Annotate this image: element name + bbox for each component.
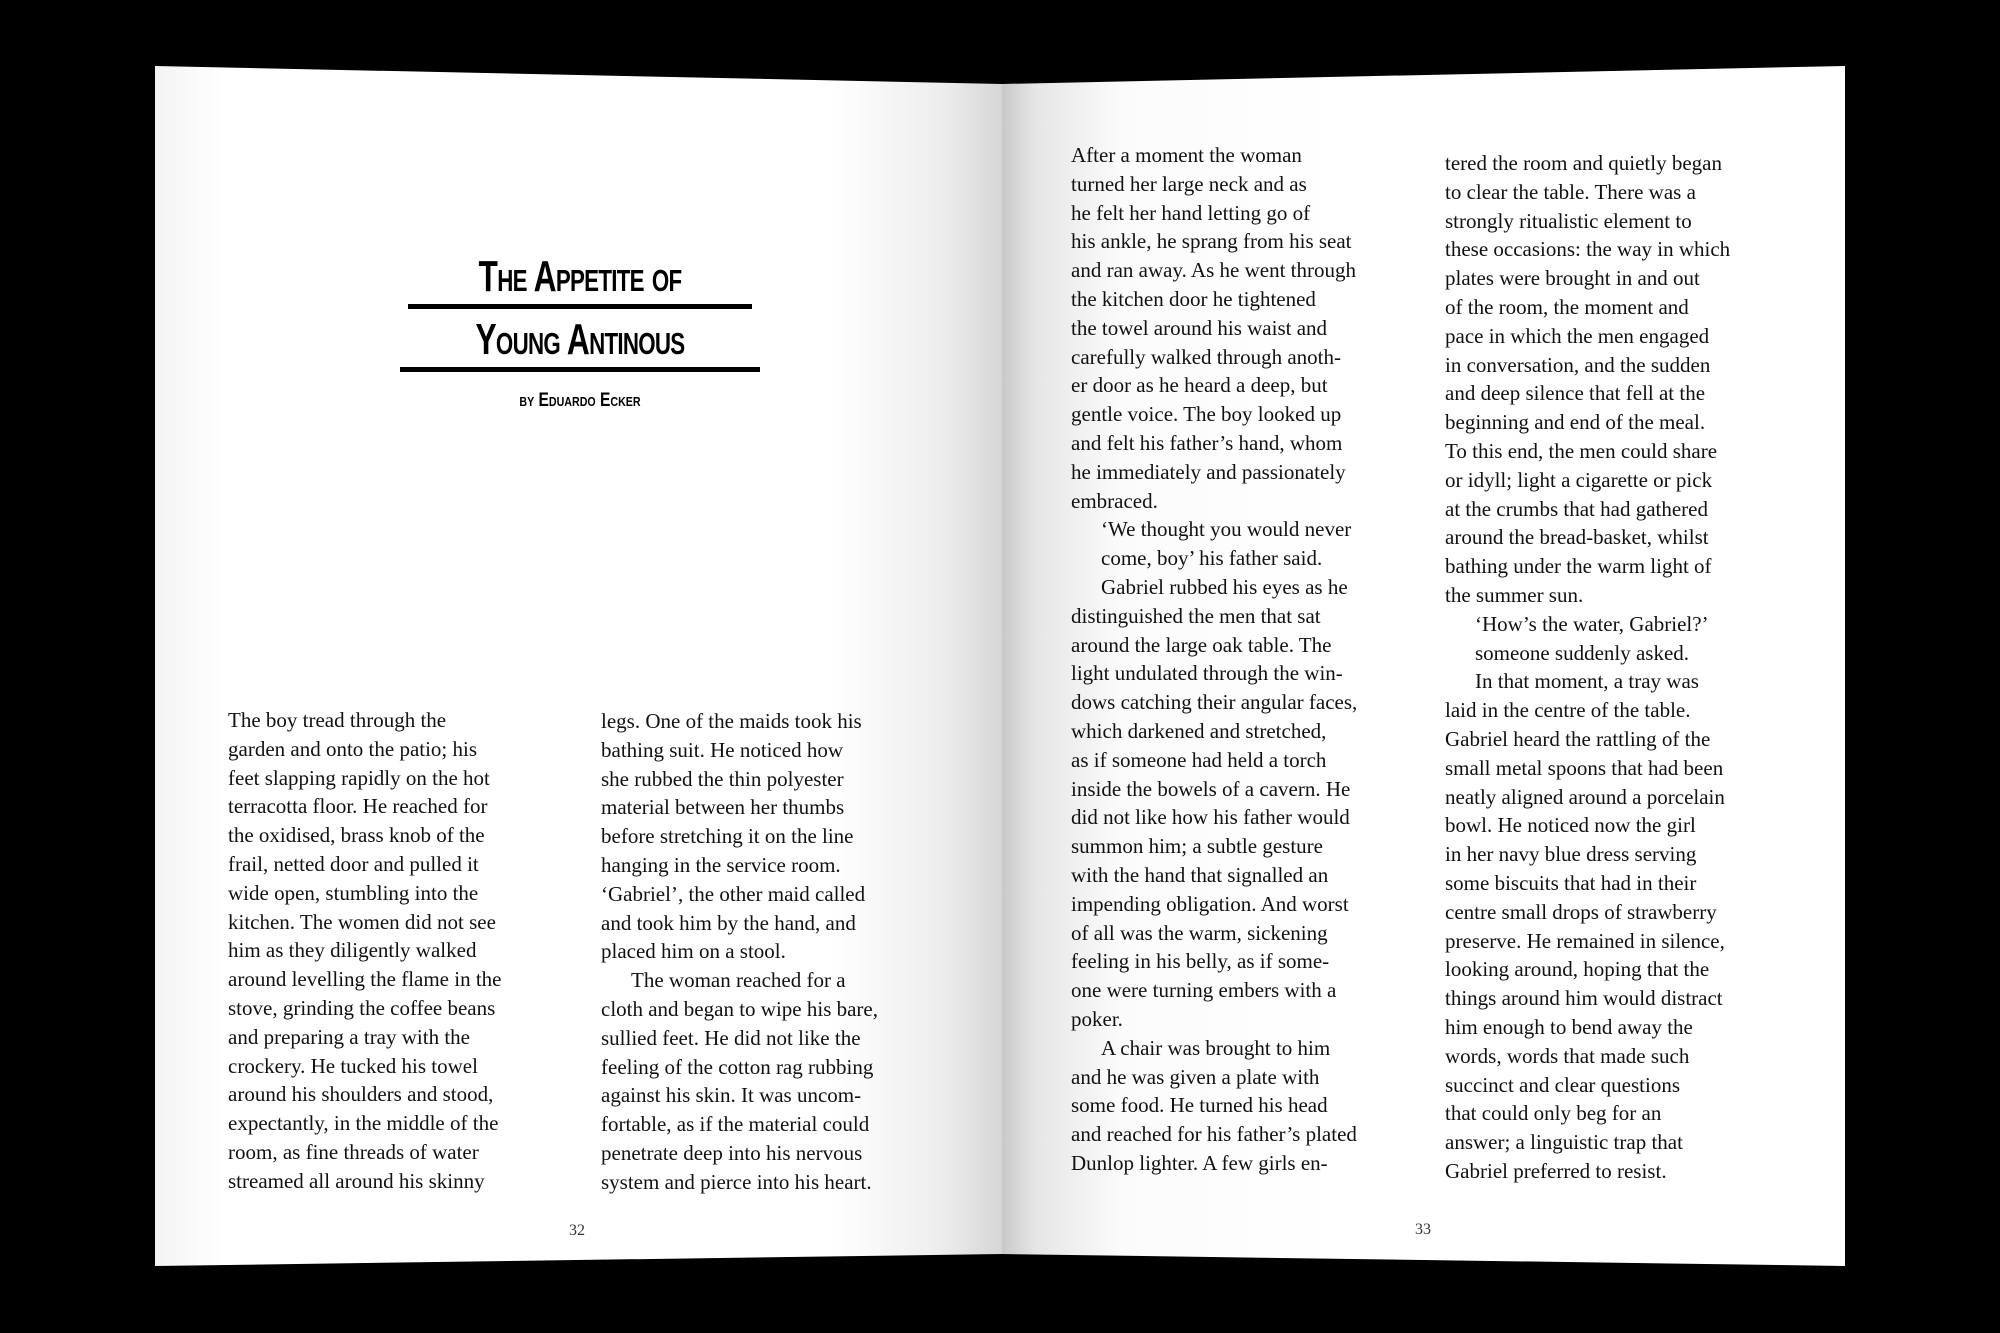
text-line: neatly aligned around a porcelain: [1445, 784, 1725, 809]
text-line: answer; a linguistic trap that: [1445, 1130, 1683, 1155]
text-line: which darkened and stretched,: [1071, 718, 1327, 743]
text-line: The boy tread through the: [228, 708, 447, 732]
text-line: as if someone had held a torch: [1071, 747, 1327, 772]
text-line: ‘We thought you would never: [1101, 517, 1352, 542]
left-column-2: [601, 707, 878, 1197]
text-line: tered the room and quietly began: [1445, 151, 1722, 175]
text-line: the kitchen door he tightened: [1071, 286, 1316, 311]
text-line: the summer sun.: [1445, 582, 1584, 607]
text-line: Dunlop lighter. A few girls en-: [1071, 1150, 1328, 1175]
text-line: his ankle, he sprang from his seat: [1071, 229, 1352, 254]
text-line: plates were brought in and out: [1445, 266, 1700, 291]
text-line: and reached for his father’s plated: [1071, 1122, 1357, 1147]
text-line: looking around, hoping that the: [1445, 957, 1710, 982]
text-line: After a moment the woman: [1071, 143, 1302, 167]
text-line: sullied feet. He did not like the: [601, 1025, 861, 1050]
text-line: embraced.: [1071, 488, 1158, 513]
title-rule-1: [408, 304, 752, 309]
text-line: he immediately and passionately: [1071, 459, 1346, 484]
text-line: turned her large neck and as: [1071, 171, 1307, 196]
text-line: To this end, the men could share: [1445, 438, 1718, 463]
article-title-block: [390, 250, 770, 412]
text-line: she rubbed the thin polyester: [601, 766, 844, 791]
text-line: and he was given a plate with: [1071, 1064, 1320, 1089]
text-line: bathing suit. He noticed how: [601, 737, 844, 762]
text-line: and ran away. As he went through: [1071, 258, 1356, 283]
text-line: fortable, as if the material could: [601, 1112, 870, 1137]
text-line: Gabriel preferred to resist.: [1445, 1158, 1667, 1183]
text-line: bowl. He noticed now the girl: [1445, 813, 1696, 838]
text-line: some biscuits that had in their: [1445, 870, 1697, 895]
text-line: him enough to bend away the: [1445, 1014, 1693, 1039]
text-line: preserve. He remained in silence,: [1445, 928, 1725, 953]
text-line: that could only beg for an: [1445, 1101, 1662, 1126]
title-line-2: Young Antinous: [475, 315, 685, 364]
text-line: hanging in the service room.: [601, 852, 841, 877]
text-line: er door as he heard a deep, but: [1071, 373, 1328, 398]
text-line: stove, grinding the coffee beans: [228, 995, 496, 1020]
text-line: In that moment, a tray was: [1475, 669, 1699, 694]
text-line: these occasions: the way in which: [1445, 237, 1731, 262]
text-line: of the room, the moment and: [1445, 294, 1689, 319]
text-line: centre small drops of strawberry: [1445, 899, 1717, 924]
text-line: and deep silence that fell at the: [1445, 381, 1706, 406]
text-line: light undulated through the win-: [1071, 661, 1343, 686]
text-line: A chair was brought to him: [1101, 1035, 1331, 1060]
text-line: pace in which the men engaged: [1445, 323, 1710, 348]
text-line: Gabriel heard the rattling of the: [1445, 726, 1711, 751]
text-line: succinct and clear questions: [1445, 1072, 1680, 1097]
text-line: feet slapping rapidly on the hot: [228, 765, 490, 790]
text-line: bathing under the warm light of: [1445, 554, 1712, 579]
text-line: of all was the warm, sickening: [1071, 920, 1328, 945]
text-line: gentle voice. The boy looked up: [1071, 402, 1342, 427]
text-line: and took him by the hand, and: [601, 910, 856, 935]
text-line: before stretching it on the line: [601, 824, 854, 849]
text-line: summon him; a subtle gesture: [1071, 834, 1323, 859]
left-column-1: [228, 706, 502, 1196]
text-line: carefully walked through anoth-: [1071, 344, 1341, 369]
text-line: ‘How’s the water, Gabriel?’: [1475, 611, 1709, 636]
text-line: words, words that made such: [1445, 1043, 1690, 1068]
text-line: inside the bowels of a cavern. He: [1071, 776, 1351, 801]
text-line: streamed all around his skinny: [228, 1168, 485, 1193]
text-line: in her navy blue dress serving: [1445, 842, 1697, 867]
text-line: feeling in his belly, as if some-: [1071, 949, 1330, 974]
text-line: kitchen. The women did not see: [228, 909, 496, 934]
text-line: feeling of the cotton rag rubbing: [601, 1054, 874, 1079]
text-line: things around him would distract: [1445, 986, 1723, 1011]
text-line: legs. One of the maids took his: [601, 709, 862, 733]
text-line: penetrate deep into his nervous: [601, 1140, 863, 1165]
text-line: one were turning embers with a: [1071, 978, 1337, 1003]
text-line: in conversation, and the sudden: [1445, 352, 1711, 377]
text-line: to clear the table. There was a: [1445, 179, 1696, 204]
text-line: cloth and began to wipe his bare,: [601, 996, 878, 1021]
text-line: room, as fine threads of water: [228, 1139, 479, 1164]
text-line: someone suddenly asked.: [1475, 640, 1690, 665]
text-line: or idyll; light a cigarette or pick: [1445, 467, 1713, 492]
text-line: him as they diligently walked: [228, 938, 477, 963]
text-line: come, boy’ his father said.: [1101, 546, 1323, 571]
text-line: some food. He turned his head: [1071, 1093, 1328, 1118]
right-column-1: [1071, 141, 1357, 1178]
text-line: small metal spoons that had been: [1445, 755, 1724, 780]
text-line: ‘Gabriel’, the other maid called: [601, 881, 866, 906]
text-line: against his skin. It was uncom-: [601, 1083, 862, 1108]
text-line: frail, netted door and pulled it: [228, 851, 479, 876]
title-line-1: The Appetite of: [478, 252, 682, 301]
text-line: the towel around his waist and: [1071, 315, 1328, 340]
text-line: laid in the centre of the table.: [1445, 698, 1691, 723]
text-line: crockery. He tucked his towel: [228, 1053, 478, 1078]
text-line: Gabriel rubbed his eyes as he: [1101, 574, 1348, 599]
text-line: around the bread-basket, whilst: [1445, 525, 1709, 550]
text-line: garden and onto the patio; his: [228, 736, 478, 761]
text-line: with the hand that signalled an: [1071, 862, 1329, 887]
text-line: poker.: [1071, 1006, 1123, 1031]
page-number-left: 32: [569, 1222, 585, 1239]
text-line: around his shoulders and stood,: [228, 1082, 494, 1107]
text-line: dows catching their angular faces,: [1071, 690, 1358, 715]
text-line: around levelling the flame in the: [228, 967, 502, 992]
text-line: placed him on a stool.: [601, 939, 786, 964]
text-line: system and pierce into his heart.: [601, 1169, 872, 1194]
text-line: strongly ritualistic element to: [1445, 208, 1692, 233]
text-line: and preparing a tray with the: [228, 1024, 470, 1049]
text-line: and felt his father’s hand, whom: [1071, 430, 1343, 455]
page-number-right: 33: [1415, 1221, 1431, 1238]
text-line: distinguished the men that sat: [1071, 603, 1321, 628]
text-line: wide open, stumbling into the: [228, 880, 479, 905]
text-line: the oxidised, brass knob of the: [228, 823, 485, 848]
text-line: expectantly, in the middle of the: [228, 1111, 499, 1136]
text-line: around the large oak table. The: [1071, 632, 1332, 657]
right-column-2: [1445, 149, 1730, 1186]
text-line: The woman reached for a: [631, 968, 846, 993]
text-line: he felt her hand letting go of: [1071, 200, 1311, 225]
text-line: at the crumbs that had gathered: [1445, 496, 1708, 521]
text-line: beginning and end of the meal.: [1445, 410, 1706, 435]
text-line: impending obligation. And worst: [1071, 891, 1349, 916]
text-line: terracotta floor. He reached for: [228, 794, 488, 819]
byline: by Eduardo Ecker: [519, 390, 641, 411]
title-rule-2: [400, 367, 760, 372]
text-line: did not like how his father would: [1071, 805, 1350, 830]
text-line: material between her thumbs: [601, 795, 845, 820]
